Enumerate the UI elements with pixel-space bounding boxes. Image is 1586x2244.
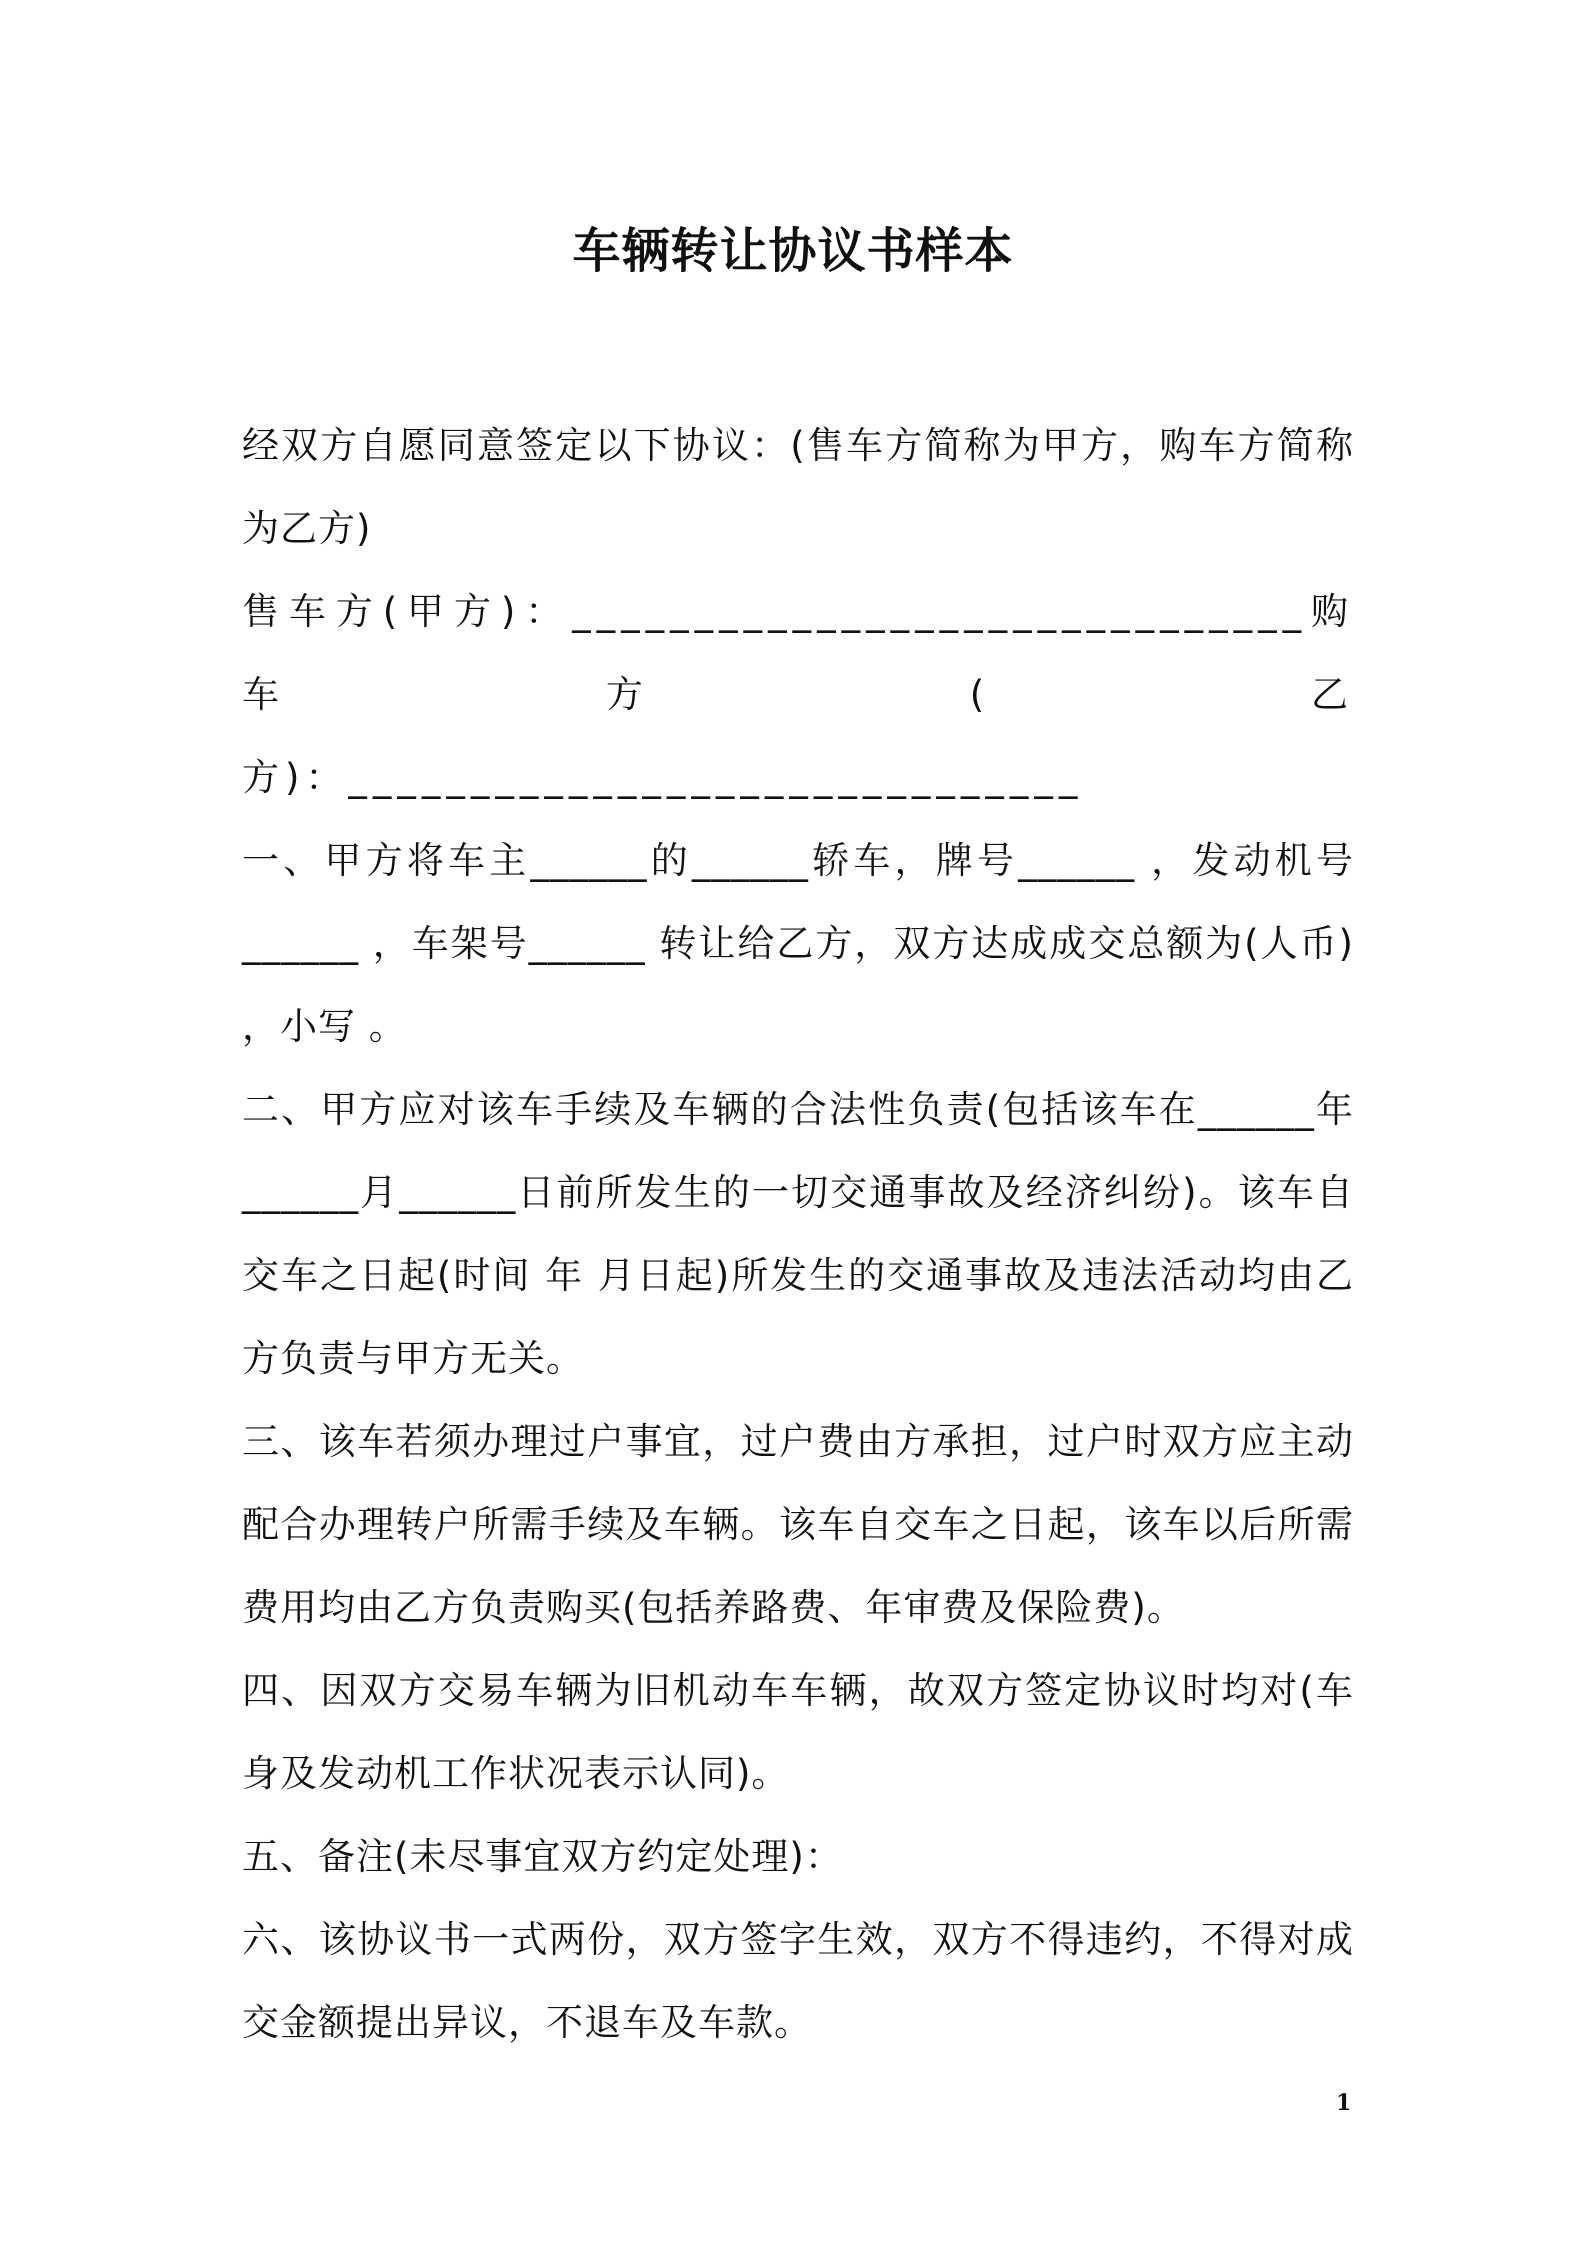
document-title: 车辆转让协议书样本 — [572, 223, 1014, 279]
document-body — [242, 404, 1354, 2064]
clause-6: 六、该协议书一式两份，双方签字生效，双方不得违约，不得对成交金额提出异议，不退车及车款。 — [242, 1918, 1354, 2044]
seller-line: 售车方(甲方)：______________________________购车方(乙 — [242, 590, 1354, 716]
clause-2: 二、甲方应对该车手续及车辆的合法性负责(包括该车在______年______月______日前所发生的一切交通事故及经济纠纷)。该车自交车之日起(时间 年 月日起)所发生的交通事故及违法活动均由乙方负责与甲方无关。 — [242, 1088, 1354, 1380]
clause-1: 一、甲方将车主______的______轿车，牌号______ ，发动机号______ ，车架号______ 转让给乙方，双方达成成交总额为(人币) ，小写 。 — [242, 839, 1354, 1048]
buyer-line: 方)：______________________________ — [242, 756, 1084, 799]
intro-paragraph: 经双方自愿同意签定以下协议：(售车方简称为甲方，购车方简称为乙方) — [242, 424, 1354, 550]
clause-5: 五、备注(未尽事宜双方约定处理)： — [242, 1835, 843, 1878]
page-number: 1 — [1336, 2090, 1352, 2116]
clause-3: 三、该车若须办理过户事宜，过户费由方承担，过户时双方应主动配合办理转户所需手续及车辆。该车自交车之日起，该车以后所需费用均由乙方负责购买(包括养路费、年审费及保险费)。 — [242, 1420, 1354, 1629]
clause-4: 四、因双方交易车辆为旧机动车车辆，故双方签定协议时均对(车身及发动机工作状况表示认同)。 — [242, 1669, 1354, 1795]
